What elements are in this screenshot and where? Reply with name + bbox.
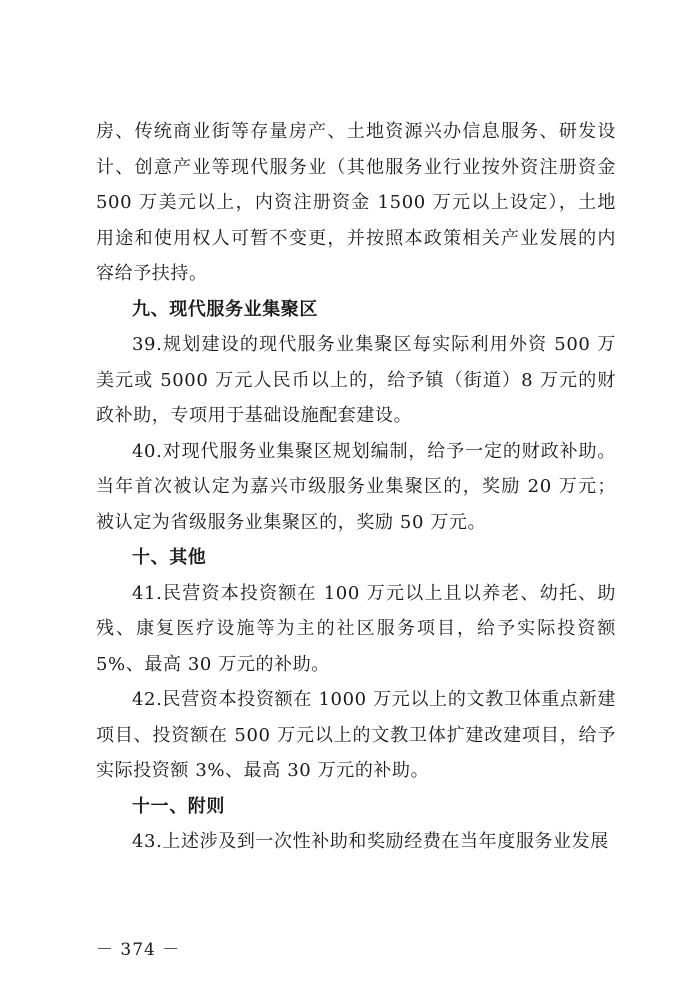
clause-43: 43.上述涉及到一次性补助和奖励经费在当年度服务业发展 <box>132 831 609 852</box>
section-heading-10: 十、其他 <box>132 547 207 568</box>
page-number: － 374 － <box>96 940 181 960</box>
clause-40: 40.对现代服务业集聚区规划编制，给予一定的财政补助。当年首次被认定为嘉兴市级服务业集聚区的，奖励 20 万元；被认定为省级服务业集聚区的，奖励 50 万元。 <box>96 440 616 533</box>
clause-39: 39.规划建设的现代服务业集聚区每实际利用外资 500 万美元或 5000 万元人民币以上的，给予镇（街道）8 万元的财政补助，专项用于基础设施配套建设。 <box>96 334 616 426</box>
clause-41: 41.民营资本投资额在 100 万元以上且以养老、幼托、助残、康复医疗设施等为主的社区服务项目，给予实际投资额 5%、最高 30 万元的补助。 <box>96 582 616 675</box>
clause-42: 42.民营资本投资额在 1000 万元以上的文教卫体重点新建项目、投资额在 500 万元以上的文教卫体扩建改建项目，给予实际投资额 3%、最高 30 万元的补助。 <box>96 689 616 781</box>
section-heading-11: 十一、附则 <box>132 795 225 817</box>
section-heading-9: 九、现代服务业集聚区 <box>132 298 318 320</box>
paragraph-continuation: 房、传统商业街等存量房产、土地资源兴办信息服务、研发设计、创意产业等现代服务业（其他服务业行业按外资注册资金 500 万美元以上，内资注册资金 1500 万元以上设定），土地用途和使用权人可暂不变更，并按照本政策相关产业发展的内容给予扶持。 <box>96 121 616 284</box>
document-body <box>96 114 616 860</box>
